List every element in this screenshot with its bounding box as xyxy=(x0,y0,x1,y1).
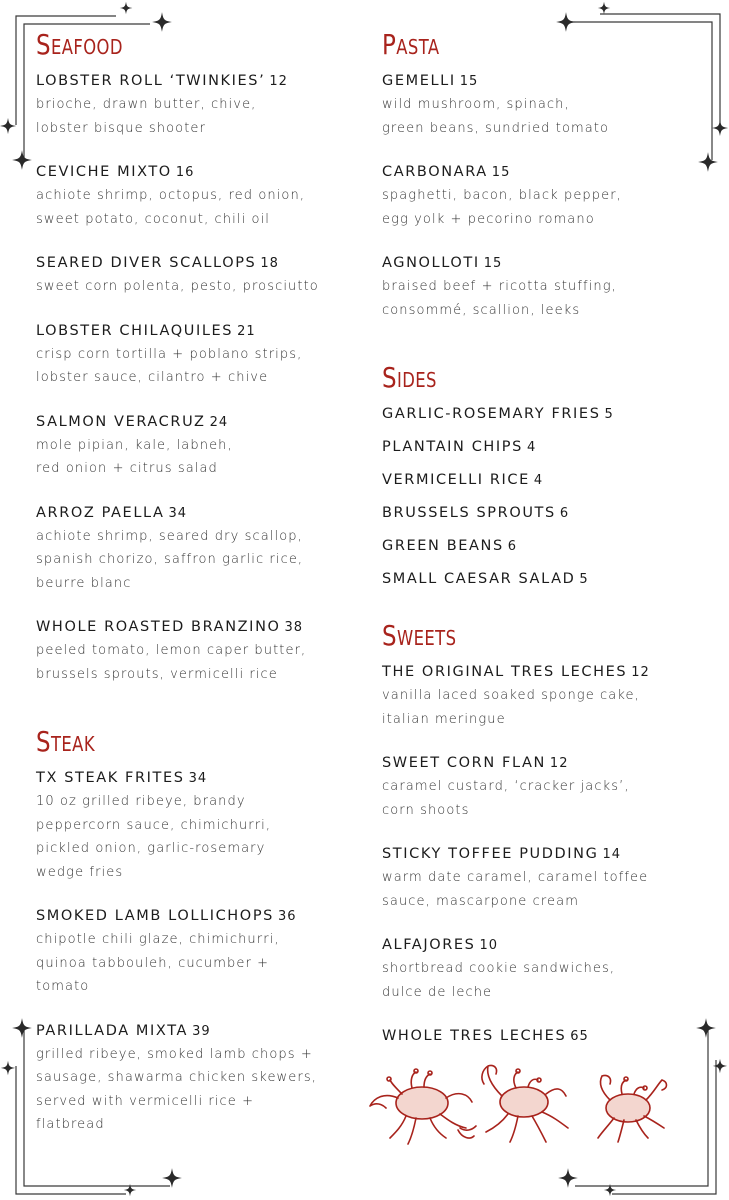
description-line: italian meringue xyxy=(382,711,506,727)
menu-item xyxy=(36,411,356,481)
item-description xyxy=(36,928,356,999)
menu-item xyxy=(382,535,712,558)
item-name: SWEET CORN FLAN xyxy=(382,755,546,771)
item-name: SMOKED LAMB LOLLICHOPS xyxy=(36,908,274,924)
item-name: WHOLE ROASTED BRANZINO xyxy=(36,619,281,635)
description-line: spanish chorizo, saffron garlic rice, xyxy=(36,552,304,567)
item-price: 21 xyxy=(237,323,256,339)
item-description xyxy=(382,275,712,322)
menu-item xyxy=(382,752,712,822)
item-description xyxy=(36,525,356,596)
menu-item-title xyxy=(36,616,356,639)
description-line: dulce de leche xyxy=(382,984,493,1000)
item-description xyxy=(36,790,356,884)
item-price: 5 xyxy=(604,407,614,422)
item-price: 6 xyxy=(559,506,570,521)
section-title: Sweets xyxy=(382,619,457,652)
section-title: Seafood xyxy=(36,28,123,61)
item-price: 12 xyxy=(631,665,650,680)
item-name: CEVICHE MIXTO xyxy=(36,164,172,180)
description-line: lobster sauce, cilantro + chive xyxy=(36,370,269,385)
menu-item xyxy=(36,1020,356,1137)
menu-item-title xyxy=(382,469,712,492)
item-price: 5 xyxy=(579,572,589,587)
item-description xyxy=(36,639,356,686)
menu-item xyxy=(382,469,712,492)
menu-item-title xyxy=(382,1025,712,1048)
item-name: LOBSTER CHILAQUILES xyxy=(36,322,234,339)
menu-item-title xyxy=(36,161,356,184)
description-line: quinoa tabbouleh, cucumber + xyxy=(36,955,270,971)
item-name: SMALL CAESAR SALAD xyxy=(382,571,576,587)
description-line: vanilla laced soaked sponge cake, xyxy=(382,688,640,703)
item-name: GEMELLI xyxy=(382,73,456,89)
menu-item-title xyxy=(382,752,712,775)
menu-item-title xyxy=(382,934,712,957)
item-price: 65 xyxy=(570,1029,589,1044)
menu-item-title xyxy=(382,535,712,558)
item-description xyxy=(382,957,712,1004)
menu-item-title xyxy=(382,252,712,275)
menu-item xyxy=(382,934,712,1004)
item-price: 6 xyxy=(507,539,518,554)
menu-item-title xyxy=(36,905,356,928)
item-price: 4 xyxy=(526,440,537,455)
menu-item xyxy=(382,502,712,525)
menu-item-title xyxy=(36,411,356,434)
menu-item-title xyxy=(382,161,712,184)
menu-item-title xyxy=(382,70,712,93)
item-name: LOBSTER ROLL ‘TWINKIES’ xyxy=(36,73,266,89)
crab-illustration xyxy=(362,1058,682,1148)
item-name: WHOLE TRES LECHES xyxy=(382,1028,567,1044)
item-description xyxy=(382,866,712,913)
sparkle-icon xyxy=(12,150,32,170)
menu-item-title xyxy=(36,1020,356,1043)
menu-item xyxy=(382,843,712,913)
item-price: 16 xyxy=(175,165,195,180)
menu-item-title xyxy=(36,502,356,525)
left-column xyxy=(36,28,356,1158)
sparkle-icon xyxy=(713,1059,727,1073)
description-line: shortbread cookie sandwiches, xyxy=(382,961,616,976)
item-description xyxy=(382,775,712,822)
menu-item-title xyxy=(382,403,712,426)
crab-1 xyxy=(370,1069,476,1144)
section-sweets xyxy=(382,619,712,1048)
menu-item xyxy=(382,403,712,426)
description-line: warm date caramel, caramel toffee xyxy=(382,870,649,885)
section-title: Sides xyxy=(382,361,437,394)
description-line: sauce, mascarpone cream xyxy=(382,893,579,909)
item-name: SALMON VERACRUZ xyxy=(36,413,206,430)
description-line: chipotle chili glaze, chimichurri, xyxy=(36,932,280,947)
description-line: achiote shrimp, octopus, red onion, xyxy=(36,188,306,203)
item-description xyxy=(36,93,356,140)
item-name: ARROZ PAELLA xyxy=(36,504,165,521)
item-description xyxy=(382,184,712,231)
menu-item xyxy=(382,661,712,731)
item-name: PLANTAIN CHIPS xyxy=(382,439,523,455)
menu-item-title xyxy=(382,436,712,459)
description-line: sweet potato, coconut, chili oil xyxy=(36,211,270,227)
item-price: 39 xyxy=(192,1023,211,1039)
menu-item-title xyxy=(36,767,356,790)
description-line: mole pipian, kale, labneh, xyxy=(36,437,233,453)
item-description xyxy=(36,275,356,299)
section-gap xyxy=(382,343,712,361)
sparkle-icon xyxy=(1,1061,15,1075)
description-line: caramel custard, ‘cracker jacks’, xyxy=(382,779,630,794)
item-name: THE ORIGINAL TRES LECHES xyxy=(382,664,628,680)
menu-item-title xyxy=(382,843,712,866)
description-line: brussels sprouts, vermicelli rice xyxy=(36,666,278,682)
description-line: red onion + citrus salad xyxy=(36,461,218,476)
item-name: BRUSSELS SPROUTS xyxy=(382,505,556,521)
description-line: crisp corn tortilla + poblano strips, xyxy=(36,346,303,362)
description-line: egg yolk + pecorino romano xyxy=(382,211,595,227)
section-gap xyxy=(382,601,712,619)
item-name: ALFAJORES xyxy=(382,937,476,953)
item-description xyxy=(382,684,712,731)
section-steak xyxy=(36,725,356,1137)
sparkle-icon xyxy=(120,2,133,15)
crab-3 xyxy=(598,1075,667,1142)
section-seafood xyxy=(36,28,356,686)
menu-item-title xyxy=(36,252,356,275)
sparkle-icon xyxy=(598,2,611,15)
item-price: 38 xyxy=(284,620,304,635)
item-price: 15 xyxy=(459,74,479,89)
item-name: GARLIC-ROSEMARY FRIES xyxy=(382,406,601,422)
menu-item xyxy=(36,616,356,686)
item-description xyxy=(36,1043,356,1137)
menu-item xyxy=(36,161,356,231)
description-line: corn shoots xyxy=(382,802,470,818)
menu-item xyxy=(382,436,712,459)
item-name: AGNOLLOTI xyxy=(382,255,480,271)
item-price: 12 xyxy=(549,756,569,771)
menu-item xyxy=(36,767,356,884)
description-line: wild mushroom, spinach, xyxy=(382,97,570,112)
item-price: 18 xyxy=(260,256,279,271)
item-name: VERMICELLI RICE xyxy=(382,472,530,488)
menu-item xyxy=(382,1025,712,1048)
menu-item xyxy=(36,70,356,140)
item-name: PARILLADA MIXTA xyxy=(36,1022,189,1039)
section-title: Steak xyxy=(36,725,95,758)
menu-item xyxy=(36,905,356,999)
menu-item xyxy=(36,502,356,596)
item-name: GREEN BEANS xyxy=(382,538,504,554)
item-price: 15 xyxy=(483,256,503,271)
description-line: brioche, drawn butter, chive, xyxy=(36,97,257,112)
section-title: Pasta xyxy=(382,28,440,61)
menu-item-title xyxy=(382,661,712,684)
item-price: 34 xyxy=(168,505,188,521)
right-column xyxy=(382,28,712,1069)
sparkle-icon xyxy=(0,118,16,134)
item-description xyxy=(36,434,356,481)
menu-item xyxy=(382,568,712,591)
item-description xyxy=(36,184,356,231)
menu-item xyxy=(36,252,356,299)
description-line: pickled onion, garlic-rosemary xyxy=(36,841,266,856)
item-price: 10 xyxy=(479,938,499,953)
crab-2 xyxy=(482,1065,568,1142)
menu-item-title xyxy=(382,568,712,591)
item-price: 12 xyxy=(269,74,288,89)
menu-item xyxy=(382,161,712,231)
menu-item-title xyxy=(36,320,356,343)
item-name: TX STEAK FRITES xyxy=(36,770,185,786)
menu-item xyxy=(382,70,712,140)
item-name: SEARED DIVER SCALLOPS xyxy=(36,255,257,271)
item-price: 15 xyxy=(491,165,511,180)
description-line: lobster bisque shooter xyxy=(36,120,206,136)
menu-item xyxy=(36,320,356,390)
item-price: 36 xyxy=(277,909,297,924)
sparkle-icon xyxy=(558,1168,578,1188)
sparkle-icon xyxy=(162,1168,182,1188)
description-line: served with vermicelli rice + xyxy=(36,1093,255,1109)
item-price: 14 xyxy=(602,847,621,862)
sparkle-icon xyxy=(12,1018,32,1038)
sparkle-icon xyxy=(712,120,728,136)
description-line: tomato xyxy=(36,979,90,994)
description-line: sweet corn polenta, pesto, prosciutto xyxy=(36,279,319,294)
section-sides xyxy=(382,361,712,591)
description-line: wedge fries xyxy=(36,864,124,880)
section-pasta xyxy=(382,28,712,322)
description-line: sausage, shawarma chicken skewers, xyxy=(36,1070,317,1085)
item-description xyxy=(36,343,356,390)
description-line: achiote shrimp, seared dry scallop, xyxy=(36,528,303,544)
menu-item-title xyxy=(36,70,356,93)
description-line: peeled tomato, lemon caper butter, xyxy=(36,643,307,658)
item-price: 24 xyxy=(209,414,229,430)
item-name: CARBONARA xyxy=(382,164,488,180)
description-line: grilled ribeye, smoked lamb chops + xyxy=(36,1046,313,1062)
description-line: braised beef + ricotta stuffing, xyxy=(382,279,617,294)
description-line: green beans, sundried tomato xyxy=(382,120,610,136)
description-line: consommé, scallion, leeks xyxy=(382,302,581,318)
item-price: 4 xyxy=(533,473,544,488)
menu-item xyxy=(382,252,712,322)
description-line: spaghetti, bacon, black pepper, xyxy=(382,188,622,203)
description-line: 10 oz grilled ribeye, brandy xyxy=(36,794,246,809)
description-line: beurre blanc xyxy=(36,575,132,591)
description-line: flatbread xyxy=(36,1117,105,1132)
description-line: peppercorn sauce, chimichurri, xyxy=(36,817,272,833)
item-description xyxy=(382,93,712,140)
section-gap xyxy=(36,707,356,725)
menu-item-title xyxy=(382,502,712,525)
item-name: STICKY TOFFEE PUDDING xyxy=(382,846,599,862)
item-price: 34 xyxy=(188,771,208,786)
